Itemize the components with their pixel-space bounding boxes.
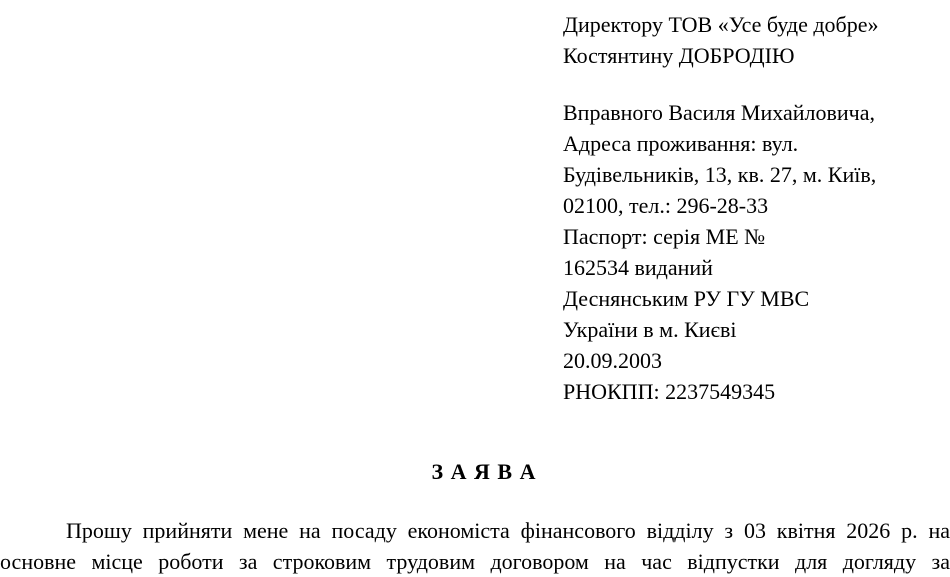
document-body bbox=[0, 515, 950, 577]
document-title: З А Я В А bbox=[431, 459, 537, 484]
applicant-line: Будівельників, 13, кв. 27, м. Київ, bbox=[563, 162, 877, 187]
applicant-line: Вправного Василя Михайловича, bbox=[563, 100, 875, 125]
applicant-line: 02100, тел.: 296-28-33 bbox=[563, 193, 769, 218]
applicant-line: 20.09.2003 bbox=[563, 348, 662, 373]
addressee-director-line: Директору ТОВ «Усе буде добре» bbox=[563, 12, 879, 37]
addressee-director-name: Костянтину ДОБРОДІЮ bbox=[563, 43, 795, 68]
applicant-line: 162534 виданий bbox=[563, 255, 713, 280]
applicant-line: РНОКПП: 2237549345 bbox=[563, 379, 776, 404]
body-line: Прошу прийняти мене на посаду економіста фінансового відділу з 03 квітня 2026 р. на bbox=[66, 518, 950, 543]
body-line: основне місце роботи за строковим трудовим договором на час відпустки для догляду за bbox=[0, 549, 950, 574]
applicant-line: Деснянським РУ ГУ МВС bbox=[563, 286, 810, 311]
block-spacer bbox=[563, 71, 943, 97]
applicant-line: України в м. Києві bbox=[563, 317, 737, 342]
applicant-line: Паспорт: серія МЕ № bbox=[563, 224, 766, 249]
addressee-block bbox=[563, 9, 943, 407]
applicant-line: Адреса проживання: вул. bbox=[563, 131, 799, 156]
